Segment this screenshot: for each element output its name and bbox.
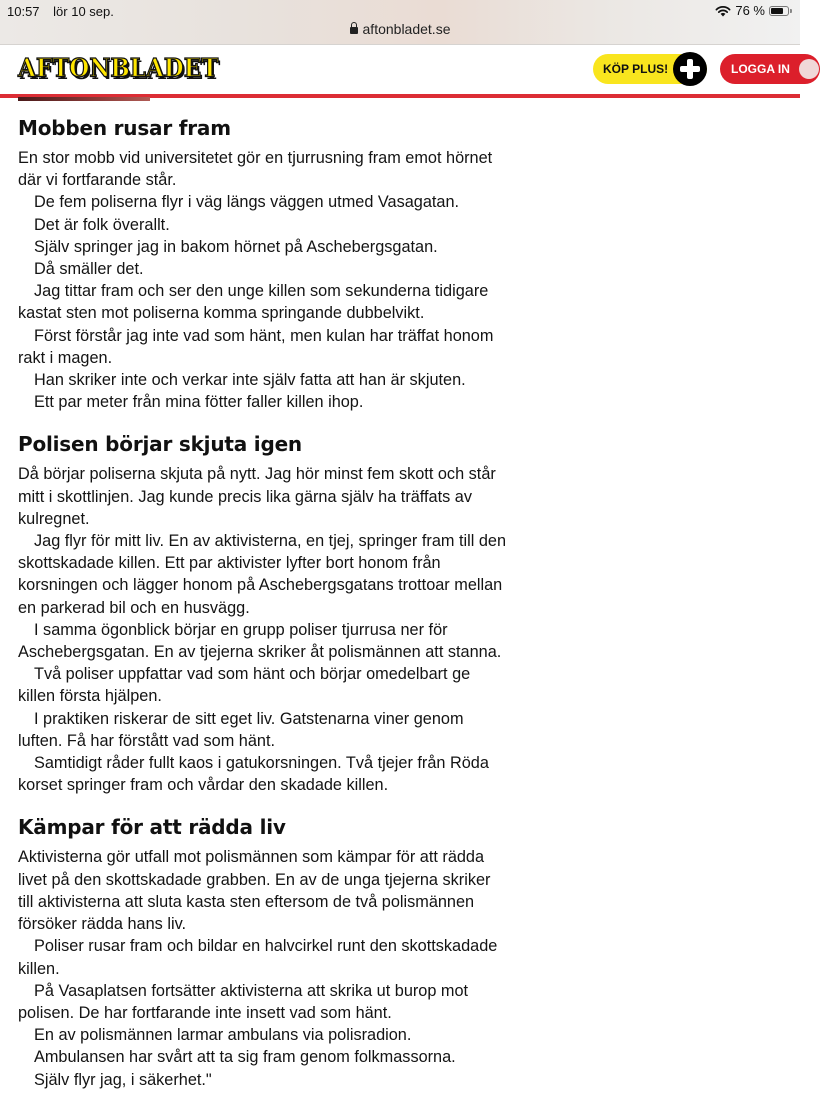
article-paragraph bbox=[18, 619, 538, 663]
paragraph-line: Själv springer jag in bakom hörnet på Aschebergsgatan. bbox=[34, 237, 438, 256]
article-paragraph bbox=[18, 214, 538, 236]
paragraph-line: korset springer fram och vårdar den skadade killen. bbox=[18, 776, 389, 795]
lock-icon bbox=[350, 27, 358, 34]
paragraph-line: Samtidigt råder fullt kaos i gatukorsningen. Två tjejer från Röda bbox=[34, 754, 489, 773]
paragraph-line: korsningen och lägger honom på Aschebergsgatans trottoar mellan bbox=[18, 576, 503, 595]
article-paragraph bbox=[18, 980, 538, 1024]
article-body bbox=[18, 114, 538, 1108]
paragraph-line: Ett par meter från mina fötter faller killen ihop. bbox=[34, 393, 364, 412]
paragraph-line: luften. Få har förstått vad som hänt. bbox=[18, 731, 276, 750]
paragraph-line: där vi fortfarande står. bbox=[18, 171, 177, 190]
browser-chrome bbox=[0, 0, 800, 45]
battery-percent: 76 % bbox=[735, 3, 765, 18]
article-paragraph bbox=[18, 530, 538, 619]
paragraph-line: I praktiken riskerar de sitt eget liv. Gatstenarna viner genom bbox=[34, 709, 464, 728]
user-avatar-icon bbox=[799, 59, 819, 79]
article-paragraph bbox=[18, 1024, 538, 1046]
article-paragraph bbox=[18, 236, 538, 258]
section-heading: Kämpar för att rädda liv bbox=[18, 815, 286, 840]
site-header bbox=[0, 45, 800, 91]
paragraph-line: Poliser rusar fram och bildar en halvcirkel runt den skottskadade bbox=[34, 937, 498, 956]
paragraph-line: En stor mobb vid universitetet gör en tjurrusning fram emot hörnet bbox=[18, 149, 493, 167]
article-section bbox=[18, 430, 538, 796]
paragraph-line: försöker rädda hans liv. bbox=[18, 915, 187, 934]
aftonbladet-logo[interactable]: AFTONBLADET bbox=[18, 53, 219, 84]
article-paragraph bbox=[18, 708, 538, 752]
paragraph-line: Själv flyr jag, i säkerhet." bbox=[34, 1070, 212, 1089]
paragraph-line: Det är folk överallt. bbox=[34, 215, 170, 234]
article-paragraph bbox=[18, 463, 538, 530]
wifi-icon bbox=[715, 5, 731, 17]
login-label: LOGGA IN bbox=[731, 62, 790, 76]
paragraph-line: Aschebergsgatan. En av tjejerna skriker åt polismännen att stanna. bbox=[18, 643, 502, 662]
paragraph-line: Två poliser uppfattar vad som hänt och börjar omedelbart ge bbox=[34, 665, 471, 684]
article-paragraph bbox=[18, 280, 538, 324]
article-paragraph bbox=[18, 752, 538, 796]
battery-level-fill bbox=[771, 8, 783, 14]
section-heading: Polisen börjar skjuta igen bbox=[18, 432, 302, 457]
buy-plus-label: KÖP PLUS! bbox=[603, 62, 669, 76]
article-section bbox=[18, 114, 538, 413]
paragraph-line: rakt i magen. bbox=[18, 348, 113, 367]
article-paragraph bbox=[18, 147, 538, 191]
paragraph-line: Då börjar poliserna skjuta på nytt. Jag hör minst fem skott och står bbox=[18, 465, 496, 484]
status-time: 10:57 bbox=[7, 4, 40, 19]
article-paragraph bbox=[18, 1046, 538, 1068]
address-bar[interactable] bbox=[0, 21, 800, 37]
paragraph-line: mitt i skottlinjen. Jag kunde precis lika gärna själv ha träffats av bbox=[18, 487, 472, 506]
paragraph-line: Han skriker inte och verkar inte själv fatta att han är skjuten. bbox=[34, 371, 466, 390]
article-paragraph bbox=[18, 369, 538, 391]
article-paragraph bbox=[18, 325, 538, 369]
paragraph-line: polisen. De har fortfarande inte insett vad som hänt. bbox=[18, 1003, 392, 1022]
paragraph-line: skottskadade killen. Ett par aktivister lyfter bort honom från bbox=[18, 554, 441, 573]
login-button[interactable] bbox=[720, 54, 820, 84]
paragraph-line: De fem poliserna flyr i väg längs väggen utmed Vasagatan. bbox=[34, 193, 460, 212]
paragraph-line: killen första hjälpen. bbox=[18, 687, 162, 706]
paragraph-line: livet på den skottskadade grabben. En av de unga tjejerna skriker bbox=[18, 870, 491, 889]
article-paragraph bbox=[18, 391, 538, 413]
paragraph-line: Först förstår jag inte vad som hänt, men kulan har träffat honom bbox=[34, 326, 494, 345]
article-paragraph bbox=[18, 1069, 538, 1091]
paragraph-line: till aktivisterna att sluta kasta sten eftersom de två polismännen bbox=[18, 892, 475, 911]
status-bar-left bbox=[7, 4, 124, 19]
article-paragraph bbox=[18, 846, 538, 935]
paragraph-line: Jag flyr för mitt liv. En av aktivisterna, en tjej, springer fram till den bbox=[34, 532, 507, 551]
paragraph-line: Jag tittar fram och ser den unge killen som sekunderna tidigare bbox=[34, 282, 489, 301]
paragraph-line: Då smäller det. bbox=[34, 260, 144, 279]
article-paragraph bbox=[18, 258, 538, 280]
paragraph-line: I samma ögonblick börjar en grupp poliser tjurrusa ner för bbox=[34, 620, 448, 639]
status-date: lör 10 sep. bbox=[53, 4, 114, 19]
header-accent-bar bbox=[18, 97, 150, 101]
article-paragraph bbox=[18, 191, 538, 213]
battery-icon bbox=[769, 6, 789, 16]
plus-icon bbox=[673, 52, 707, 86]
article-paragraph bbox=[18, 935, 538, 979]
url-text: aftonbladet.se bbox=[362, 21, 451, 37]
paragraph-line: Ambulansen har svårt att ta sig fram genom folkmassorna. bbox=[34, 1048, 456, 1067]
paragraph-line: En av polismännen larmar ambulans via polisradion. bbox=[34, 1026, 412, 1045]
paragraph-line: killen. bbox=[18, 959, 60, 978]
article-section bbox=[18, 813, 538, 1090]
section-heading: Mobben rusar fram bbox=[18, 116, 231, 140]
status-bar-right bbox=[715, 3, 792, 18]
paragraph-line: Aktivisterna gör utfall mot polismännen som kämpar för att rädda bbox=[18, 848, 485, 867]
battery-cap bbox=[790, 9, 792, 13]
paragraph-line: På Vasaplatsen fortsätter aktivisterna att skrika ut burop mot bbox=[34, 981, 469, 1000]
paragraph-line: kulregnet. bbox=[18, 509, 90, 528]
article-paragraph bbox=[18, 663, 538, 707]
paragraph-line: en parkerad bil och en husvägg. bbox=[18, 598, 250, 617]
paragraph-line: kastat sten mot poliserna komma springande dubbelvikt. bbox=[18, 304, 425, 323]
buy-plus-button[interactable] bbox=[593, 54, 707, 84]
